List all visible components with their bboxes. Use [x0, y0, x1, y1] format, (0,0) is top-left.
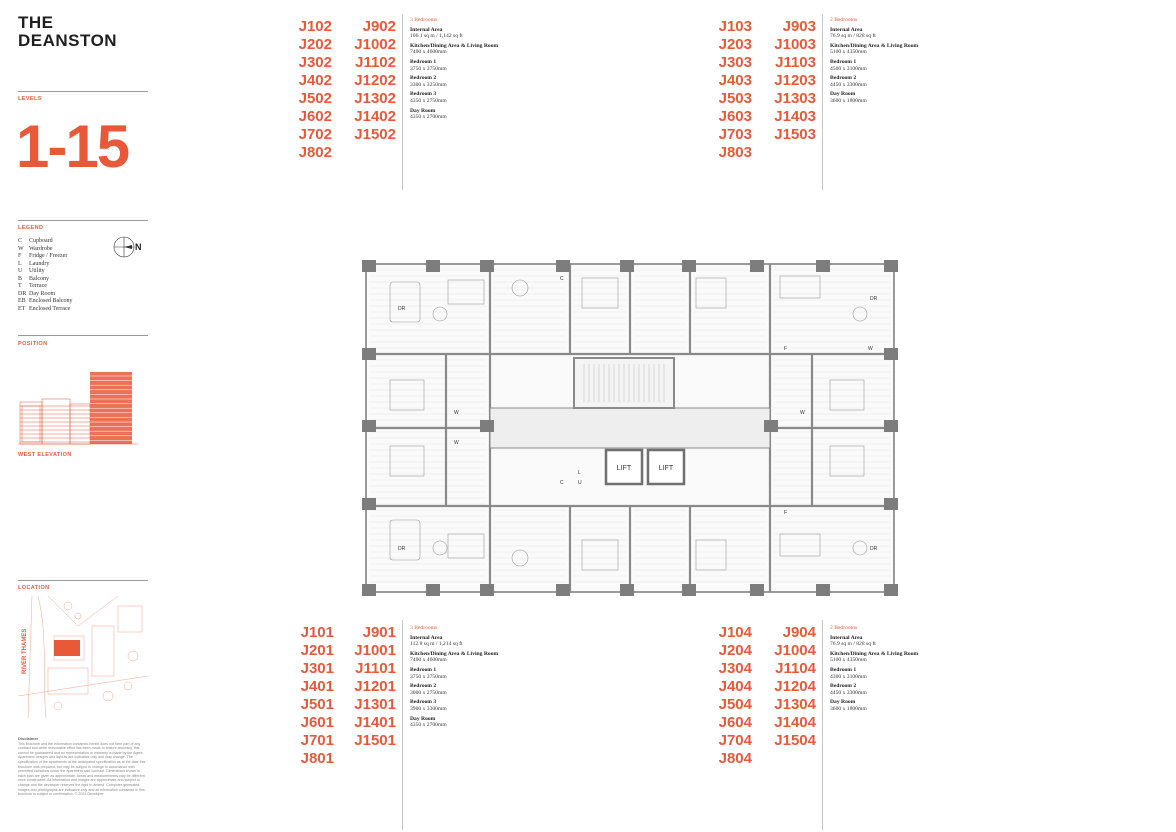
unit-number: J202 — [298, 36, 332, 53]
spec-value: 3750 x 3750mm — [410, 673, 447, 680]
title-line-2: DEANSTON — [18, 31, 118, 50]
unit-number: J1003 — [774, 36, 816, 53]
spec-label: Bedroom 3 — [410, 91, 437, 98]
compass-icon — [112, 233, 140, 261]
column-rule — [402, 14, 403, 190]
disclaimer-text: This brochure and the information contained herein does not form part of any contract and while reasonable effort has been made to ensure accuracy, this cannot be guaranteed and no representation or warranty is made by the Agent. Apartment designs and layouts are indicative only and may change. The specification of the apartments at the anticipated specification as at the date this brochure was prepared, but may be subject to change in accordance with permitted variations under the apartment sale contract. Dimensions shown in each plan are given as approximate. Areas and measurements may be different once constructed. All information and images are approximate and subject to change and the developer reserves the right to amend. Computer generated images and photographs are indicative only and all information contained in this brochure is subject to confirmation. © 2023 Developer — [18, 741, 146, 797]
spec-value: 3600 x 1800mm — [830, 705, 867, 712]
legend-value: Enclosed Balcony — [29, 298, 73, 304]
legend-value: Terrace — [29, 283, 47, 289]
spec-label: Day Room — [410, 715, 436, 722]
unit-number: J603 — [718, 108, 752, 125]
fridge-label: F — [784, 510, 788, 516]
legend-key: L — [18, 260, 22, 267]
legend-value: Day Room — [29, 290, 56, 297]
unit-number: J602 — [298, 108, 332, 125]
unit-number: J803 — [718, 144, 752, 161]
unit-list-tr-2 — [766, 18, 816, 144]
spec-value: 112.8 sq m / 1,214 sq ft — [410, 641, 463, 648]
floor-plan — [360, 258, 900, 598]
spec-value: 4350 x 2750mm — [410, 97, 447, 104]
legend-item — [18, 238, 73, 246]
unit-number: J702 — [298, 126, 332, 143]
spec-label: Bedroom 2 — [410, 683, 437, 690]
unit-number: J1304 — [774, 696, 816, 713]
legend-item — [18, 246, 73, 254]
unit-number: J501 — [300, 696, 334, 713]
unit-number: J103 — [718, 18, 752, 35]
unit-number: J1104 — [775, 660, 816, 677]
spec-bl — [410, 625, 500, 732]
unit-number: J903 — [782, 18, 816, 35]
unit-list-bl-2 — [346, 624, 396, 750]
spec-value: 3750 x 3750mm — [410, 65, 447, 72]
spec-label: Bedroom 1 — [830, 666, 857, 673]
unit-number: J401 — [300, 678, 334, 695]
legend-value: Laundry — [29, 260, 50, 267]
cupboard-label: C — [560, 276, 564, 282]
legend-key: W — [18, 245, 24, 252]
position-heading: POSITION — [18, 341, 48, 347]
legend-item — [18, 306, 73, 314]
unit-number: J301 — [300, 660, 334, 677]
unit-number: J1303 — [774, 90, 816, 107]
unit-list-tl-2 — [346, 18, 396, 144]
day-room-label: DR — [870, 546, 878, 552]
utility-label: U — [578, 480, 582, 486]
spec-value: 3000 x 2750mm — [410, 689, 447, 696]
spec-value: 106.1 sq m / 1,142 sq ft — [410, 33, 463, 40]
spec-value: 4450 x 3300mm — [830, 81, 867, 88]
unit-number: J1002 — [354, 36, 396, 53]
legend-key: DR — [18, 290, 27, 297]
spec-value: 76.9 sq m / 828 sq ft — [830, 33, 876, 40]
title-line-1: THE — [18, 13, 54, 32]
spec-label: Kitchen/Dining Area & Living Room — [830, 650, 919, 657]
unit-number: J1404 — [774, 714, 816, 731]
unit-number: J504 — [718, 696, 752, 713]
unit-number: J1102 — [355, 54, 396, 71]
unit-number: J1501 — [354, 732, 396, 749]
unit-number: J1302 — [354, 90, 396, 107]
divider — [18, 220, 148, 221]
legend-value: Cupboard — [29, 238, 53, 244]
bedroom-count: 2 Bedrooms — [830, 625, 858, 631]
west-elevation-drawing — [18, 366, 138, 452]
unit-number: J1004 — [774, 642, 816, 659]
legend-item — [18, 276, 73, 284]
wardrobe-label: W — [454, 440, 459, 446]
location-map — [18, 596, 148, 718]
spec-label: Internal Area — [410, 634, 443, 641]
unit-number: J1201 — [354, 678, 396, 695]
spec-tr — [830, 17, 920, 108]
spec-label: Internal Area — [830, 634, 863, 641]
legend-key: B — [18, 275, 23, 282]
day-room-label: DR — [398, 546, 406, 552]
spec-value: 3300 x 3250mm — [410, 81, 447, 88]
unit-number: J604 — [718, 714, 752, 731]
unit-number: J904 — [782, 624, 816, 641]
spec-value: 4450 x 3300mm — [830, 689, 867, 696]
unit-number: J1402 — [354, 108, 396, 125]
divider — [18, 335, 148, 336]
spec-value: 7400 x 4600mm — [410, 657, 447, 664]
unit-number: J1403 — [774, 108, 816, 125]
spec-value: 4350 x 2700mm — [410, 114, 447, 121]
wardrobe-label: W — [800, 410, 805, 416]
legend-list — [18, 238, 73, 313]
spec-label: Kitchen/Dining Area & Living Room — [830, 42, 919, 49]
legend-value: Balcony — [29, 275, 49, 282]
compass-north-label: N — [135, 242, 142, 252]
location-heading: LOCATION — [18, 585, 50, 591]
unit-list-br-2 — [766, 624, 816, 750]
legend-key: C — [18, 238, 23, 244]
unit-list-tl-1 — [290, 18, 332, 162]
legend-item — [18, 261, 73, 269]
unit-list-br-1 — [710, 624, 752, 768]
spec-tl — [410, 17, 500, 124]
unit-number: J801 — [300, 750, 334, 767]
column-rule — [822, 14, 823, 190]
unit-number: J1401 — [354, 714, 396, 731]
unit-number: J1504 — [774, 732, 816, 749]
legend-key: EB — [18, 298, 26, 304]
spec-label: Bedroom 1 — [410, 666, 437, 673]
spec-value: 5100 x 4350mm — [830, 657, 867, 664]
divider — [18, 580, 148, 581]
spec-value: 4350 x 2700mm — [410, 722, 447, 729]
legend-heading: LEGEND — [18, 225, 44, 231]
fridge-label: F — [784, 346, 788, 352]
legend-value: Wardrobe — [29, 245, 53, 252]
river-thames-label: RIVER THAMES — [22, 628, 28, 674]
unit-number: J1503 — [774, 126, 816, 143]
spec-label: Day Room — [830, 699, 856, 706]
unit-number: J902 — [362, 18, 396, 35]
unit-number: J203 — [718, 36, 752, 53]
unit-number: J503 — [718, 90, 752, 107]
spec-label: Day Room — [410, 107, 436, 114]
unit-number: J601 — [300, 714, 334, 731]
spec-label: Bedroom 1 — [830, 58, 857, 65]
unit-number: J104 — [718, 624, 752, 641]
unit-number: J502 — [298, 90, 332, 107]
spec-value: 5100 x 4350mm — [830, 49, 867, 56]
unit-number: J1001 — [354, 642, 396, 659]
spec-value: 3900 x 3300mm — [410, 705, 447, 712]
legend-item — [18, 291, 73, 299]
spec-value: 76.9 sq m / 828 sq ft — [830, 641, 876, 648]
spec-label: Bedroom 2 — [410, 75, 437, 82]
unit-number: J804 — [718, 750, 752, 767]
spec-label: Internal Area — [410, 26, 443, 33]
legend-item — [18, 253, 73, 261]
unit-number: J1502 — [354, 126, 396, 143]
unit-number: J404 — [718, 678, 752, 695]
unit-number: J703 — [718, 126, 752, 143]
day-room-label: DR — [870, 296, 878, 302]
legend-key: ET — [18, 305, 26, 312]
bedroom-count: 2 Bedrooms — [830, 17, 858, 23]
unit-number: J201 — [300, 642, 334, 659]
unit-number: J102 — [298, 18, 332, 35]
column-rule — [822, 620, 823, 830]
legend-value: Enclosed Terrace — [29, 305, 71, 312]
wardrobe-label: W — [868, 346, 873, 352]
levels-heading: LEVELS — [18, 96, 42, 102]
spec-value: 4500 x 3100mm — [830, 65, 867, 72]
wardrobe-label: W — [454, 410, 459, 416]
spec-label: Kitchen/Dining Area & Living Room — [410, 650, 499, 657]
spec-label: Bedroom 2 — [830, 75, 857, 82]
brand-title — [18, 14, 117, 50]
west-elevation-label: WEST ELEVATION — [18, 452, 72, 458]
unit-number: J303 — [718, 54, 752, 71]
spec-value: 3600 x 1800mm — [830, 97, 867, 104]
spec-value: 4300 x 3100mm — [830, 673, 867, 680]
spec-label: Kitchen/Dining Area & Living Room — [410, 42, 499, 49]
unit-number: J1202 — [354, 72, 396, 89]
unit-list-tr-1 — [710, 18, 752, 162]
legend-key: T — [18, 283, 22, 289]
unit-number: J1103 — [775, 54, 816, 71]
unit-number: J701 — [300, 732, 334, 749]
legend-key: U — [18, 268, 23, 274]
spec-label: Bedroom 2 — [830, 683, 857, 690]
bedroom-count: 3 Bedrooms — [410, 17, 438, 23]
unit-number: J1203 — [774, 72, 816, 89]
spec-br — [830, 625, 920, 716]
legend-key: F — [18, 253, 22, 259]
cupboard-label: C — [560, 480, 564, 486]
unit-number: J402 — [298, 72, 332, 89]
legend-item — [18, 283, 73, 291]
lift-label-1: LIFT — [616, 465, 632, 472]
spec-label: Bedroom 3 — [410, 699, 437, 706]
day-room-label: DR — [398, 306, 406, 312]
unit-number: J1204 — [774, 678, 816, 695]
unit-number: J901 — [362, 624, 396, 641]
unit-number: J403 — [718, 72, 752, 89]
unit-list-bl-1 — [292, 624, 334, 768]
spec-label: Bedroom 1 — [410, 58, 437, 65]
legend-value: Utility — [29, 268, 45, 274]
column-rule — [402, 620, 403, 830]
laundry-label: L — [578, 470, 581, 476]
unit-number: J1101 — [355, 660, 396, 677]
lift-label-2: LIFT — [658, 465, 674, 472]
divider — [18, 91, 148, 92]
unit-number: J204 — [718, 642, 752, 659]
levels-value: 1-15 — [16, 113, 129, 180]
spec-label: Internal Area — [830, 26, 863, 33]
legend-value: Fridge / Freezer — [29, 253, 68, 259]
disclaimer — [18, 737, 146, 797]
legend-item — [18, 268, 73, 276]
unit-number: J101 — [300, 624, 334, 641]
legend-item — [18, 298, 73, 306]
unit-number: J802 — [298, 144, 332, 161]
unit-number: J302 — [298, 54, 332, 71]
spec-label: Day Room — [830, 91, 856, 98]
disclaimer-title: Disclaimer — [18, 736, 39, 741]
unit-number: J1301 — [354, 696, 396, 713]
unit-number: J704 — [718, 732, 752, 749]
unit-number: J304 — [718, 660, 752, 677]
spec-value: 7400 x 4600mm — [410, 49, 447, 56]
bedroom-count: 3 Bedrooms — [410, 625, 438, 631]
